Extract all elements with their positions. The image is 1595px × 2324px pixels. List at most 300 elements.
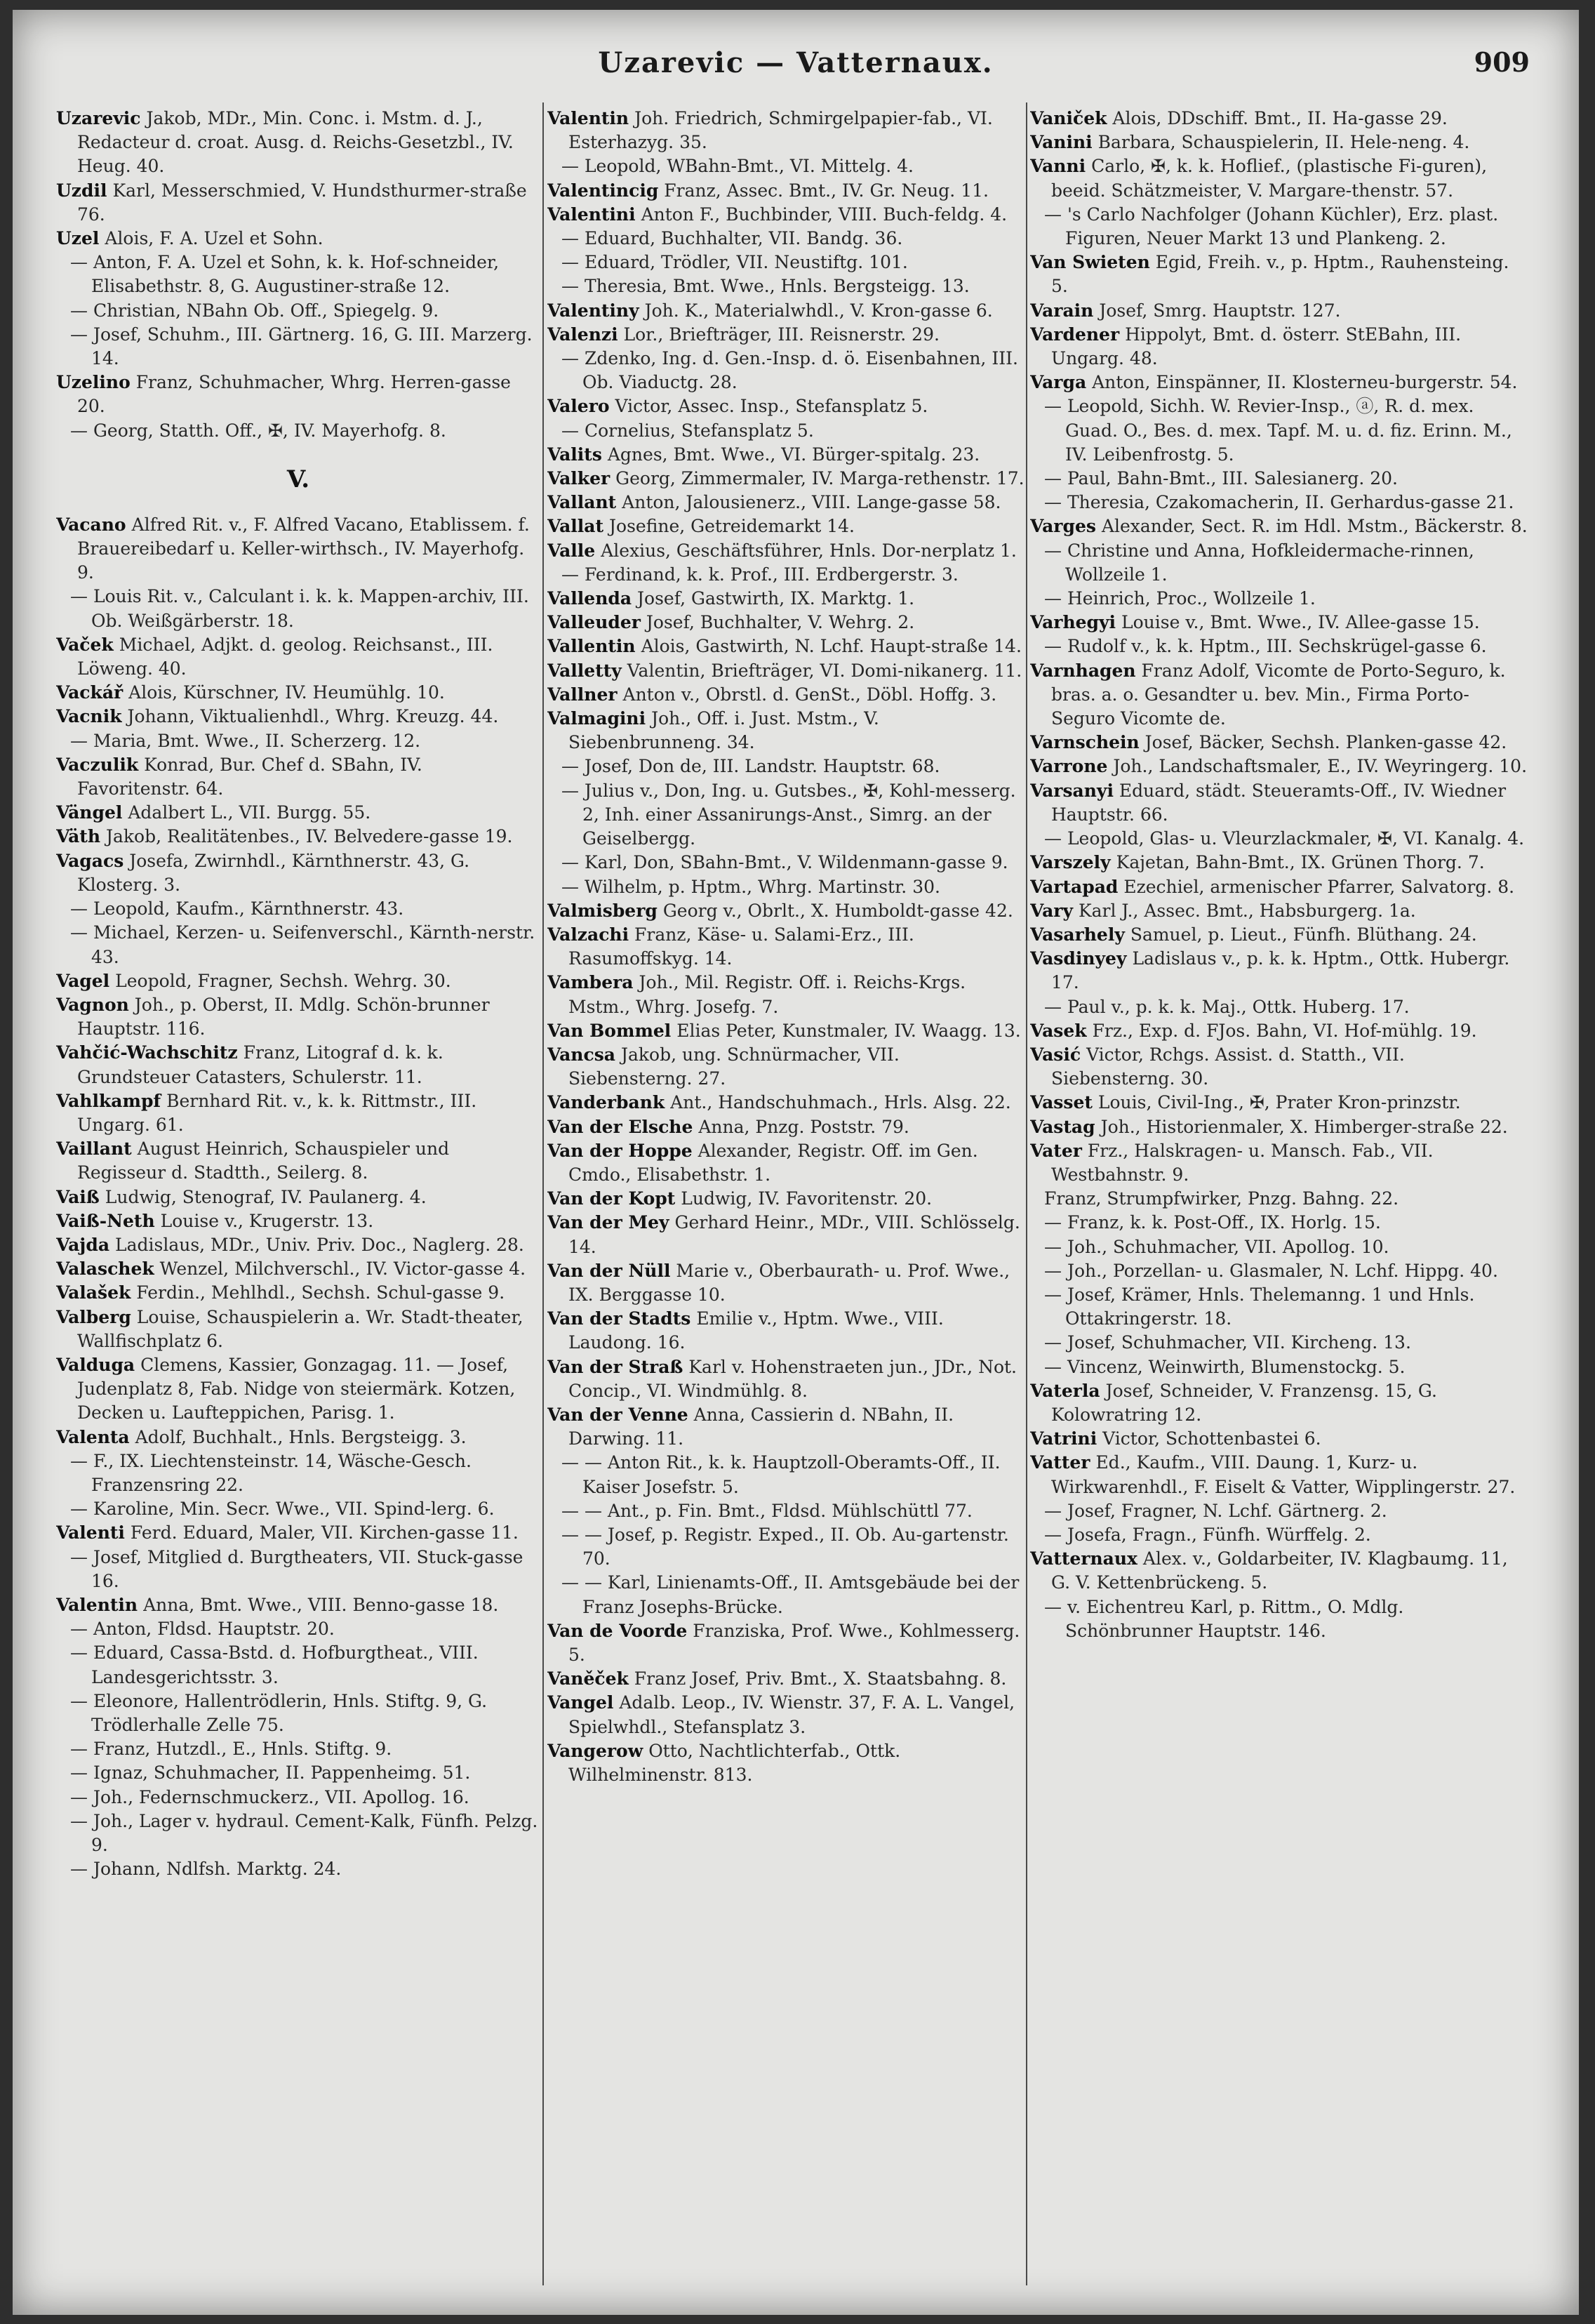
directory-subentry bbox=[56, 1617, 540, 1641]
entry-details: — Leopold, Glas- u. Vleurzlackmaler, ✠, VI. Kanalg. 4. bbox=[1044, 828, 1525, 849]
entry-details: Clemens, Kassier, Gonzagag. 11. — Josef, Judenplatz 8, Fab. Nidge von steiermärk. Kotzen, Decken u. Laufteppichen, Parisg. 1. bbox=[77, 1354, 516, 1423]
directory-entry bbox=[547, 611, 1025, 635]
directory-entry bbox=[547, 971, 1025, 1018]
column-right bbox=[1030, 107, 1530, 2283]
entry-surname: Valentincig bbox=[547, 180, 659, 201]
entry-details: Karl, Messerschmied, V. Hundsthurmer-straße 76. bbox=[77, 180, 527, 225]
directory-entry bbox=[1030, 1139, 1530, 1187]
directory-subentry bbox=[547, 755, 1025, 778]
entry-details: Louise v., Bmt. Wwe., IV. Allee-gasse 15. bbox=[1121, 612, 1480, 633]
directory-subentry bbox=[1030, 1283, 1530, 1331]
entry-details: August Heinrich, Schauspieler und Regisseur d. Stadtth., Seilerg. 8. bbox=[77, 1138, 450, 1183]
directory-entry bbox=[1030, 251, 1530, 298]
entry-surname: Vasarhely bbox=[1030, 924, 1125, 945]
entry-details: Joh., Mil. Registr. Off. i. Reichs-Krgs. Mstm., Whrg. Josefg. 7. bbox=[568, 972, 966, 1017]
entry-surname: Valmagini bbox=[547, 708, 646, 729]
directory-entry bbox=[56, 681, 540, 705]
entry-details: — Christian, NBahn Ob. Off., Spiegelg. 9. bbox=[70, 300, 439, 321]
entry-details: Louise, Schauspielerin a. Wr. Stadt-theater, Wallfischplatz 6. bbox=[77, 1306, 523, 1351]
entry-details: — Josef, Schuhm., III. Gärtnerg. 16, G. III. Marzerg. 14. bbox=[70, 324, 533, 369]
entry-details: — Michael, Kerzen- u. Seifenverschl., Kärnth-nerstr. 43. bbox=[70, 922, 535, 967]
directory-entry bbox=[547, 1307, 1025, 1355]
directory-entry bbox=[56, 1233, 540, 1257]
entry-details: Joh., Historienmaler, X. Himberger-straße 22. bbox=[1100, 1116, 1508, 1137]
entry-surname: Vatter bbox=[1030, 1452, 1090, 1473]
entry-surname: Vallant bbox=[547, 492, 617, 513]
entry-details: Emilie v., Hptm. Wwe., VIII. Laudong. 16. bbox=[568, 1308, 944, 1353]
entry-surname: Vaiß bbox=[56, 1186, 100, 1207]
entry-details: Josef, Buchhalter, V. Wehrg. 2. bbox=[646, 612, 915, 633]
entry-details: — Johann, Ndlfsh. Marktg. 24. bbox=[70, 1859, 342, 1880]
entry-surname: Varrone bbox=[1030, 756, 1108, 777]
directory-entry bbox=[1030, 1019, 1530, 1043]
entry-details: Victor, Schottenbastei 6. bbox=[1102, 1428, 1321, 1449]
entry-details: — Christine und Anna, Hofkleidermache-rinnen, Wollzeile 1. bbox=[1044, 540, 1474, 585]
directory-entry bbox=[547, 179, 1025, 203]
entry-details: Ed., Kaufm., VIII. Daung. 1, Kurz- u. Wirkwarenhdl., F. Eiselt & Vatter, Wipplingerstr. 27. bbox=[1051, 1452, 1516, 1497]
directory-entry bbox=[1030, 514, 1530, 538]
entry-details: Joh. K., Materialwhdl., V. Kron-gasse 6. bbox=[644, 300, 993, 321]
entry-surname: Vängel bbox=[56, 802, 123, 823]
entry-details: Samuel, p. Lieut., Fünfh. Blüthang. 24. bbox=[1130, 924, 1477, 945]
entry-details: Ladislaus, MDr., Univ. Priv. Doc., Naglerg. 28. bbox=[114, 1234, 524, 1255]
entry-details: — Josef, Krämer, Hnls. Thelemanng. 1 und Hnls. Ottakringerstr. 18. bbox=[1044, 1284, 1475, 1329]
entry-details: — Joh., Porzellan- u. Glasmaler, N. Lchf. Hippg. 40. bbox=[1044, 1260, 1498, 1281]
directory-entry bbox=[1030, 1379, 1530, 1427]
entry-surname: Vaillant bbox=[56, 1138, 132, 1160]
directory-subentry bbox=[1030, 1235, 1530, 1259]
directory-subentry bbox=[1030, 1211, 1530, 1235]
directory-subentry bbox=[547, 274, 1025, 298]
entry-details: Jakob, Realitätenbes., IV. Belvedere-gasse 19. bbox=[105, 826, 513, 847]
directory-entry bbox=[56, 107, 540, 179]
entry-surname: Vagel bbox=[56, 970, 110, 991]
entry-details: Alexander, Sect. R. im Hdl. Mstm., Bäckerstr. 8. bbox=[1101, 516, 1528, 537]
entry-details: — Leopold, WBahn-Bmt., VI. Mittelg. 4. bbox=[561, 156, 914, 177]
entry-details: — Eduard, Buchhalter, VII. Bandg. 36. bbox=[561, 228, 903, 249]
directory-entry bbox=[547, 107, 1025, 154]
entry-surname: Vasdinyey bbox=[1030, 948, 1127, 969]
entry-surname: Vanni bbox=[1030, 156, 1086, 177]
directory-entry bbox=[56, 633, 540, 681]
directory-entry bbox=[547, 1139, 1025, 1187]
directory-subentry bbox=[56, 1497, 540, 1521]
entry-surname: Varhegyi bbox=[1030, 612, 1116, 633]
entry-details: Josef, Gastwirth, IX. Marktg. 1. bbox=[637, 588, 915, 609]
entry-surname: Vardener bbox=[1030, 324, 1120, 345]
directory-entry bbox=[547, 659, 1025, 683]
directory-entry bbox=[547, 467, 1025, 491]
entry-details: — Joh., Lager v. hydraul. Cement-Kalk, Fünfh. Pelzg. 9. bbox=[70, 1810, 538, 1856]
directory-subentry bbox=[56, 1786, 540, 1810]
directory-entry bbox=[56, 801, 540, 825]
entry-surname: Varszely bbox=[1030, 852, 1111, 873]
directory-entry bbox=[547, 1403, 1025, 1451]
section-letter-heading: V. bbox=[286, 465, 310, 493]
entry-surname: Vallat bbox=[547, 516, 604, 537]
directory-subentry bbox=[1030, 827, 1530, 851]
entry-details: Ferdin., Mehlhdl., Sechsh. Schul-gasse 9. bbox=[136, 1282, 505, 1303]
entry-details: Bernhard Rit. v., k. k. Rittmstr., III. Ungarg. 61. bbox=[77, 1090, 477, 1135]
directory-entry bbox=[547, 203, 1025, 227]
directory-entry bbox=[547, 491, 1025, 514]
entry-details: Karl J., Assec. Bmt., Habsburgerg. 1a. bbox=[1078, 900, 1416, 921]
directory-subentry bbox=[56, 419, 540, 443]
entry-surname: Vangel bbox=[547, 1692, 614, 1713]
entry-details: — Joh., Schuhmacher, VII. Apollog. 10. bbox=[1044, 1236, 1389, 1257]
directory-subentry bbox=[1030, 539, 1530, 587]
entry-surname: Van der Nüll bbox=[547, 1260, 671, 1281]
page-header bbox=[13, 46, 1579, 95]
directory-subentry bbox=[547, 419, 1025, 443]
directory-subentry bbox=[1030, 1187, 1530, 1211]
entry-details: — Cornelius, Stefansplatz 5. bbox=[561, 420, 814, 441]
entry-details: — Josef, Mitglied d. Burgtheaters, VII. Stuck-gasse 16. bbox=[70, 1546, 523, 1591]
directory-entry bbox=[1030, 1091, 1530, 1115]
directory-entry bbox=[56, 753, 540, 801]
column-divider bbox=[542, 102, 544, 2285]
directory-entry bbox=[56, 371, 540, 418]
directory-entry bbox=[1030, 947, 1530, 995]
directory-subentry bbox=[56, 585, 540, 632]
directory-subentry bbox=[1030, 587, 1530, 611]
entry-surname: Valleuder bbox=[547, 612, 641, 633]
directory-subentry bbox=[547, 1499, 1025, 1523]
directory-subentry bbox=[56, 1737, 540, 1761]
entry-surname: Vacano bbox=[56, 514, 126, 535]
entry-details: — Ignaz, Schuhmacher, II. Pappenheimg. 51. bbox=[70, 1762, 471, 1784]
directory-entry bbox=[1030, 611, 1530, 635]
entry-surname: Valentini bbox=[547, 204, 636, 225]
directory-entry bbox=[56, 969, 540, 993]
directory-entry bbox=[547, 1187, 1025, 1211]
entry-details: Ferd. Eduard, Maler, VII. Kirchen-gasse 11. bbox=[130, 1522, 519, 1543]
entry-details: — Karoline, Min. Secr. Wwe., VII. Spind-lerg. 6. bbox=[70, 1499, 495, 1520]
directory-subentry bbox=[547, 563, 1025, 587]
entry-details: — — Karl, Linienamts-Off., II. Amtsgebäude bei der Franz Josephs-Brücke. bbox=[561, 1572, 1020, 1617]
entry-surname: Vanderbank bbox=[547, 1092, 665, 1113]
entry-details: Anna, Bmt. Wwe., VIII. Benno-gasse 18. bbox=[143, 1594, 499, 1615]
entry-surname: Varnhagen bbox=[1030, 660, 1136, 681]
entry-details: Franz, Litograf d. k. k. Grundsteuer Catasters, Schulerstr. 11. bbox=[77, 1042, 443, 1087]
entry-surname: Valmisberg bbox=[547, 900, 658, 921]
entry-surname: Vahčić-Wachschitz bbox=[56, 1042, 238, 1063]
entry-surname: Vaiß-Neth bbox=[56, 1210, 155, 1231]
entry-details: Ludwig, IV. Favoritenstr. 20. bbox=[681, 1188, 933, 1209]
entry-surname: Varain bbox=[1030, 300, 1094, 321]
entry-surname: Uzelino bbox=[56, 372, 131, 393]
entry-surname: Van der Mey bbox=[547, 1212, 669, 1233]
entry-details: Franz, Assec. Bmt., IV. Gr. Neug. 11. bbox=[664, 180, 989, 201]
entry-details: — v. Eichentreu Karl, p. Rittm., O. Mdlg. Schönbrunner Hauptstr. 146. bbox=[1044, 1596, 1404, 1641]
entry-surname: Uzel bbox=[56, 228, 100, 249]
directory-entry bbox=[56, 705, 540, 729]
entry-details: Franz Josef, Priv. Bmt., X. Staatsbahng. 8. bbox=[634, 1668, 1007, 1689]
directory-entry bbox=[547, 1691, 1025, 1739]
directory-entry bbox=[547, 683, 1025, 707]
entry-details: Ant., Handschuhmach., Hrls. Alsg. 22. bbox=[670, 1092, 1011, 1113]
entry-surname: Vary bbox=[1030, 900, 1073, 921]
directory-subentry bbox=[56, 1857, 540, 1881]
entry-surname: Valaschek bbox=[56, 1259, 154, 1280]
entry-details: Franz, Käse- u. Salami-Erz., III. Rasumoffskyg. 14. bbox=[568, 924, 914, 969]
entry-details: Joh. Friedrich, Schmirgelpapier-fab., VI. Esterhazyg. 35. bbox=[568, 108, 993, 153]
entry-surname: Valentin bbox=[56, 1594, 138, 1615]
directory-subentry bbox=[547, 1571, 1025, 1619]
directory-entry bbox=[547, 394, 1025, 418]
entry-details: — Franz, k. k. Post-Off., IX. Horlg. 15. bbox=[1044, 1212, 1381, 1233]
directory-entry bbox=[56, 993, 540, 1041]
entry-surname: Väth bbox=[56, 826, 101, 847]
directory-entry bbox=[56, 849, 540, 897]
entry-details: Josef, Bäcker, Sechsh. Planken-gasse 42. bbox=[1144, 732, 1507, 753]
entry-surname: Vambera bbox=[547, 972, 634, 993]
entry-details: Ladislaus v., p. k. k. Hptm., Ottk. Hubergr. 17. bbox=[1051, 948, 1510, 993]
entry-details: Franz, Schuhmacher, Whrg. Herren-gasse 20. bbox=[77, 372, 511, 417]
entry-surname: Vatrini bbox=[1030, 1428, 1097, 1449]
entry-details: Valentin, Briefträger, VI. Domi-nikanerg. 11. bbox=[627, 660, 1022, 681]
entry-surname: Valzachi bbox=[547, 924, 629, 945]
directory-entry bbox=[547, 587, 1025, 611]
entry-surname: Valentin bbox=[547, 108, 629, 128]
entry-surname: Valenti bbox=[56, 1522, 125, 1543]
entry-details: — Karl, Don, SBahn-Bmt., V. Wildenmann-gasse 9. bbox=[561, 852, 1008, 873]
directory-subentry bbox=[1030, 491, 1530, 514]
directory-entry bbox=[56, 179, 540, 227]
entry-details: — Leopold, Sichh. W. Revier-Insp., ⓐ, R. d. mex. Guad. O., Bes. d. mex. Tapf. M. u. d. fiz. Erinn. M., IV. Leibenfrostg. 5. bbox=[1044, 396, 1512, 465]
entry-details: Alex. v., Goldarbeiter, IV. Klagbaumg. 11, G. V. Kettenbrückeng. 5. bbox=[1051, 1548, 1508, 1593]
entry-surname: Uzarevic bbox=[56, 108, 141, 128]
directory-entry bbox=[56, 1257, 540, 1281]
entry-surname: Vaněček bbox=[547, 1668, 629, 1689]
entry-surname: Vaterla bbox=[1030, 1380, 1100, 1401]
directory-subentry bbox=[56, 897, 540, 921]
entry-details: — — Josef, p. Registr. Exped., II. Ob. Au-gartenstr. 70. bbox=[561, 1524, 1009, 1569]
entry-details: Anna, Cassierin d. NBahn, II. Darwing. 11. bbox=[568, 1404, 954, 1449]
page-number: 909 bbox=[1474, 46, 1530, 78]
entry-details: Victor, Assec. Insp., Stefansplatz 5. bbox=[615, 396, 928, 417]
running-title: Uzarevic — Vatternaux. bbox=[598, 46, 994, 79]
entry-details: Wenzel, Milchverschl., IV. Victor-gasse 4. bbox=[159, 1259, 526, 1280]
entry-details: — Paul v., p. k. k. Maj., Ottk. Huberg. 17. bbox=[1044, 996, 1410, 1017]
directory-entry bbox=[547, 1667, 1025, 1691]
entry-details: Anton, Einspänner, II. Klosterneu-burgerstr. 54. bbox=[1092, 372, 1518, 393]
entry-surname: Vasić bbox=[1030, 1044, 1081, 1065]
entry-details: Eduard, städt. Steueramts-Off., IV. Wiedner Hauptstr. 66. bbox=[1051, 780, 1507, 825]
directory-entry bbox=[547, 1259, 1025, 1307]
entry-details: Alexius, Geschäftsführer, Hnls. Dor-nerplatz 1. bbox=[601, 540, 1017, 561]
entry-details: Johann, Viktualienhdl., Whrg. Kreuzg. 44. bbox=[127, 706, 499, 727]
entry-details: — Theresia, Czakomacherin, II. Gerhardus-gasse 21. bbox=[1044, 492, 1514, 513]
entry-details: — Julius v., Don, Ing. u. Gutsbes., ✠, Kohl-messerg. 2, Inh. einer Assanirungs-Anst., Simrg. an der Geiselbergg. bbox=[561, 780, 1016, 849]
entry-surname: Van de Voorde bbox=[547, 1620, 688, 1641]
entry-details: Marie v., Oberbaurath- u. Prof. Wwe., IX. Berggasse 10. bbox=[568, 1260, 1010, 1305]
entry-surname: Vallenda bbox=[547, 588, 632, 609]
directory-entry bbox=[1030, 875, 1530, 899]
entry-surname: Vaniček bbox=[1030, 108, 1107, 128]
directory-page bbox=[13, 10, 1579, 2315]
directory-entry bbox=[56, 825, 540, 849]
entry-details: Ludwig, Stenograf, IV. Paulanerg. 4. bbox=[105, 1186, 427, 1207]
entry-details: Leopold, Fragner, Sechsh. Wehrg. 30. bbox=[115, 970, 451, 991]
entry-details: Otto, Nachtlichterfab., Ottk. Wilhelminenstr. 813. bbox=[568, 1740, 901, 1786]
directory-subentry bbox=[1030, 1595, 1530, 1643]
entry-surname: Van der Straß bbox=[547, 1356, 683, 1377]
directory-subentry bbox=[56, 1641, 540, 1689]
entry-details: Konrad, Bur. Chef d. SBahn, IV. Favoritenstr. 64. bbox=[77, 754, 422, 799]
directory-subentry bbox=[56, 251, 540, 298]
entry-details: Louise v., Krugerstr. 13. bbox=[160, 1210, 374, 1231]
entry-details: Anna, Pnzg. Poststr. 79. bbox=[698, 1116, 909, 1137]
entry-details: Gerhard Heinr., MDr., VIII. Schlösselg. 14. bbox=[568, 1212, 1020, 1257]
directory-entry bbox=[1030, 1043, 1530, 1091]
entry-details: Anton F., Buchbinder, VIII. Buch-feldg. 4. bbox=[641, 204, 1008, 225]
entry-surname: Vagnon bbox=[56, 994, 129, 1015]
entry-details: — Paul, Bahn-Bmt., III. Salesianerg. 20. bbox=[1044, 468, 1399, 489]
entry-surname: Vallner bbox=[547, 684, 618, 705]
entry-details: Josefine, Getreidemarkt 14. bbox=[609, 516, 855, 537]
directory-entry bbox=[1030, 299, 1530, 323]
directory-entry bbox=[547, 299, 1025, 323]
entry-details: — F., IX. Liechtensteinstr. 14, Wäsche-Gesch. Franzensring 22. bbox=[70, 1450, 472, 1495]
directory-subentry bbox=[547, 251, 1025, 274]
directory-entry bbox=[547, 1091, 1025, 1115]
entry-details: Adalbert L., VII. Burgg. 55. bbox=[128, 802, 371, 823]
entry-surname: Valenzi bbox=[547, 324, 618, 345]
entry-surname: Vater bbox=[1030, 1140, 1082, 1161]
entry-details: — Maria, Bmt. Wwe., II. Scherzerg. 12. bbox=[70, 730, 421, 751]
directory-entry bbox=[1030, 154, 1530, 202]
directory-subentry bbox=[547, 779, 1025, 851]
entry-surname: Valits bbox=[547, 444, 602, 465]
directory-subentry bbox=[1030, 467, 1530, 491]
directory-subentry bbox=[547, 875, 1025, 899]
directory-subentry bbox=[1030, 1355, 1530, 1379]
directory-subentry bbox=[547, 1523, 1025, 1571]
entry-details: Frz., Halskragen- u. Mansch. Fab., VII. Westbahnstr. 9. bbox=[1051, 1140, 1434, 1185]
entry-details: Alfred Rit. v., F. Alfred Vacano, Etablissem. f. Brauereibedarf u. Keller-wirthsch., IV. Mayerhofg. 9. bbox=[77, 514, 530, 583]
directory-entry bbox=[1030, 899, 1530, 923]
entry-details: — Josefa, Fragn., Fünfh. Würffelg. 2. bbox=[1044, 1524, 1371, 1545]
entry-surname: Varga bbox=[1030, 372, 1087, 393]
directory-entry bbox=[547, 635, 1025, 658]
entry-details: Hippolyt, Bmt. d. österr. StEBahn, III. Ungarg. 48. bbox=[1051, 324, 1462, 369]
directory-entry bbox=[1030, 731, 1530, 755]
entry-details: Josefa, Zwirnhdl., Kärnthnerstr. 43, G. Klosterg. 3. bbox=[77, 850, 470, 895]
directory-subentry bbox=[56, 729, 540, 753]
directory-entry bbox=[1030, 1547, 1530, 1595]
entry-surname: Valašek bbox=[56, 1282, 131, 1303]
directory-subentry bbox=[56, 1546, 540, 1593]
entry-details: — Eduard, Trödler, VII. Neustiftg. 101. bbox=[561, 252, 908, 273]
entry-details: Adalb. Leop., IV. Wienstr. 37, F. A. L. Vangel, Spielwhdl., Stefansplatz 3. bbox=[568, 1692, 1015, 1737]
directory-entry bbox=[547, 323, 1025, 347]
entry-surname: Vagacs bbox=[56, 850, 124, 871]
directory-entry bbox=[1030, 1115, 1530, 1139]
directory-entry bbox=[1030, 131, 1530, 154]
entry-surname: Varges bbox=[1030, 516, 1096, 537]
entry-details: Joh., Off. i. Just. Mstm., V. Siebenbrunneng. 34. bbox=[568, 708, 879, 753]
entry-details: Lor., Briefträger, III. Reisnerstr. 29. bbox=[623, 324, 940, 345]
directory-subentry bbox=[1030, 1499, 1530, 1523]
directory-entry bbox=[547, 923, 1025, 971]
entry-details: Joh., p. Oberst, II. Mdlg. Schön-brunner Hauptstr. 116. bbox=[77, 994, 490, 1040]
entry-details: — Wilhelm, p. Hptm., Whrg. Martinstr. 30. bbox=[561, 876, 940, 897]
entry-details: Jakob, ung. Schnürmacher, VII. Siebensterng. 27. bbox=[568, 1044, 900, 1089]
directory-entry bbox=[1030, 323, 1530, 371]
directory-subentry bbox=[1030, 635, 1530, 658]
entry-details: — Anton, Fldsd. Hauptstr. 20. bbox=[70, 1619, 335, 1640]
entry-details: — Zdenko, Ing. d. Gen.-Insp. d. ö. Eisenbahnen, III. Ob. Viaductg. 28. bbox=[561, 348, 1018, 393]
entry-surname: Vasek bbox=[1030, 1020, 1087, 1041]
entry-details: Adolf, Buchhalt., Hnls. Bergsteigg. 3. bbox=[135, 1426, 467, 1447]
entry-details: Alois, F. A. Uzel et Sohn. bbox=[105, 228, 323, 249]
entry-details: — Heinrich, Proc., Wollzeile 1. bbox=[1044, 588, 1316, 609]
directory-entry bbox=[1030, 779, 1530, 827]
directory-subentry bbox=[56, 323, 540, 371]
entry-details: — Joh., Federnschmuckerz., VII. Apollog. 16. bbox=[70, 1786, 469, 1807]
entry-details: — Georg, Statth. Off., ✠, IV. Mayerhofg. 8. bbox=[70, 420, 446, 441]
entry-surname: Van Swieten bbox=[1030, 252, 1150, 273]
entry-surname: Vatternaux bbox=[1030, 1548, 1137, 1569]
entry-details: — Anton, F. A. Uzel et Sohn, k. k. Hof-schneider, Elisabethstr. 8, G. Augustiner-straße 12. bbox=[70, 252, 500, 297]
entry-details: Barbara, Schauspielerin, II. Hele-neng. 4. bbox=[1097, 132, 1470, 153]
directory-entry bbox=[547, 539, 1025, 563]
entry-surname: Vaczulik bbox=[56, 754, 139, 775]
entry-details: Elias Peter, Kunstmaler, IV. Waagg. 13. bbox=[676, 1020, 1021, 1041]
entry-surname: Vancsa bbox=[547, 1044, 615, 1065]
directory-entry bbox=[56, 1593, 540, 1617]
entry-details: Frz., Exp. d. FJos. Bahn, VI. Hof-mühlg. 19. bbox=[1092, 1020, 1477, 1041]
entry-details: Jakob, MDr., Min. Conc. i. Mstm. d. J., Redacteur d. croat. Ausg. d. Reichs-Gesetzbl., IV. Heug. 40. bbox=[77, 108, 514, 177]
directory-entry bbox=[56, 1209, 540, 1233]
entry-details: Michael, Adjkt. d. geolog. Reichsanst., III. Löweng. 40. bbox=[77, 634, 493, 679]
directory-subentry bbox=[56, 1810, 540, 1857]
entry-surname: Vartapad bbox=[1030, 876, 1119, 897]
entry-details: Agnes, Bmt. Wwe., VI. Bürger-spitalg. 23. bbox=[607, 444, 980, 465]
directory-entry bbox=[547, 1355, 1025, 1403]
entry-details: Joh., Landschaftsmaler, E., IV. Weyringerg. 10. bbox=[1113, 756, 1528, 777]
entry-details: Alexander, Registr. Off. im Gen. Cmdo., Elisabethstr. 1. bbox=[568, 1140, 978, 1185]
directory-subentry bbox=[547, 154, 1025, 178]
directory-subentry bbox=[1030, 203, 1530, 251]
directory-entry bbox=[1030, 923, 1530, 947]
entry-surname: Vacnik bbox=[56, 706, 122, 727]
entry-surname: Valker bbox=[547, 468, 610, 489]
entry-surname: Valero bbox=[547, 396, 610, 417]
directory-entry bbox=[1030, 107, 1530, 131]
entry-details: Karl v. Hohenstraeten jun., JDr., Not. Concip., VI. Windmühlg. 8. bbox=[568, 1356, 1017, 1401]
entry-details: — — Ant., p. Fin. Bmt., Fldsd. Mühlschüttl 77. bbox=[561, 1500, 973, 1521]
directory-entry bbox=[1030, 659, 1530, 731]
directory-entry bbox=[56, 513, 540, 585]
directory-entry bbox=[56, 1041, 540, 1089]
entry-surname: Vastag bbox=[1030, 1116, 1095, 1137]
entry-details: Alois, Gastwirth, N. Lchf. Haupt-straße 14. bbox=[641, 636, 1022, 657]
entry-details: Josef, Schneider, V. Franzensg. 15, G. Kolowratring 12. bbox=[1051, 1380, 1437, 1425]
entry-surname: Varsanyi bbox=[1030, 780, 1114, 801]
directory-subentry bbox=[56, 1761, 540, 1785]
entry-details: Georg, Zimmermaler, IV. Marga-rethenstr. 17. bbox=[615, 468, 1025, 489]
directory-subentry bbox=[56, 921, 540, 969]
entry-details: Victor, Rchgs. Assist. d. Statth., VII. Siebensterng. 30. bbox=[1051, 1044, 1405, 1089]
entry-details: Egid, Freih. v., p. Hptm., Rauhensteing. 5. bbox=[1051, 252, 1509, 297]
entry-details: Anton v., Obrstl. d. GenSt., Döbl. Hoffg. 3. bbox=[622, 684, 997, 705]
entry-details: — Franz, Hutzdl., E., Hnls. Stiftg. 9. bbox=[70, 1739, 392, 1760]
entry-surname: Valduga bbox=[56, 1354, 135, 1375]
directory-entry bbox=[1030, 371, 1530, 394]
entry-details: — 's Carlo Nachfolger (Johann Küchler), Erz. plast. Figuren, Neuer Markt 13 und Plankeng. 2. bbox=[1044, 204, 1499, 249]
